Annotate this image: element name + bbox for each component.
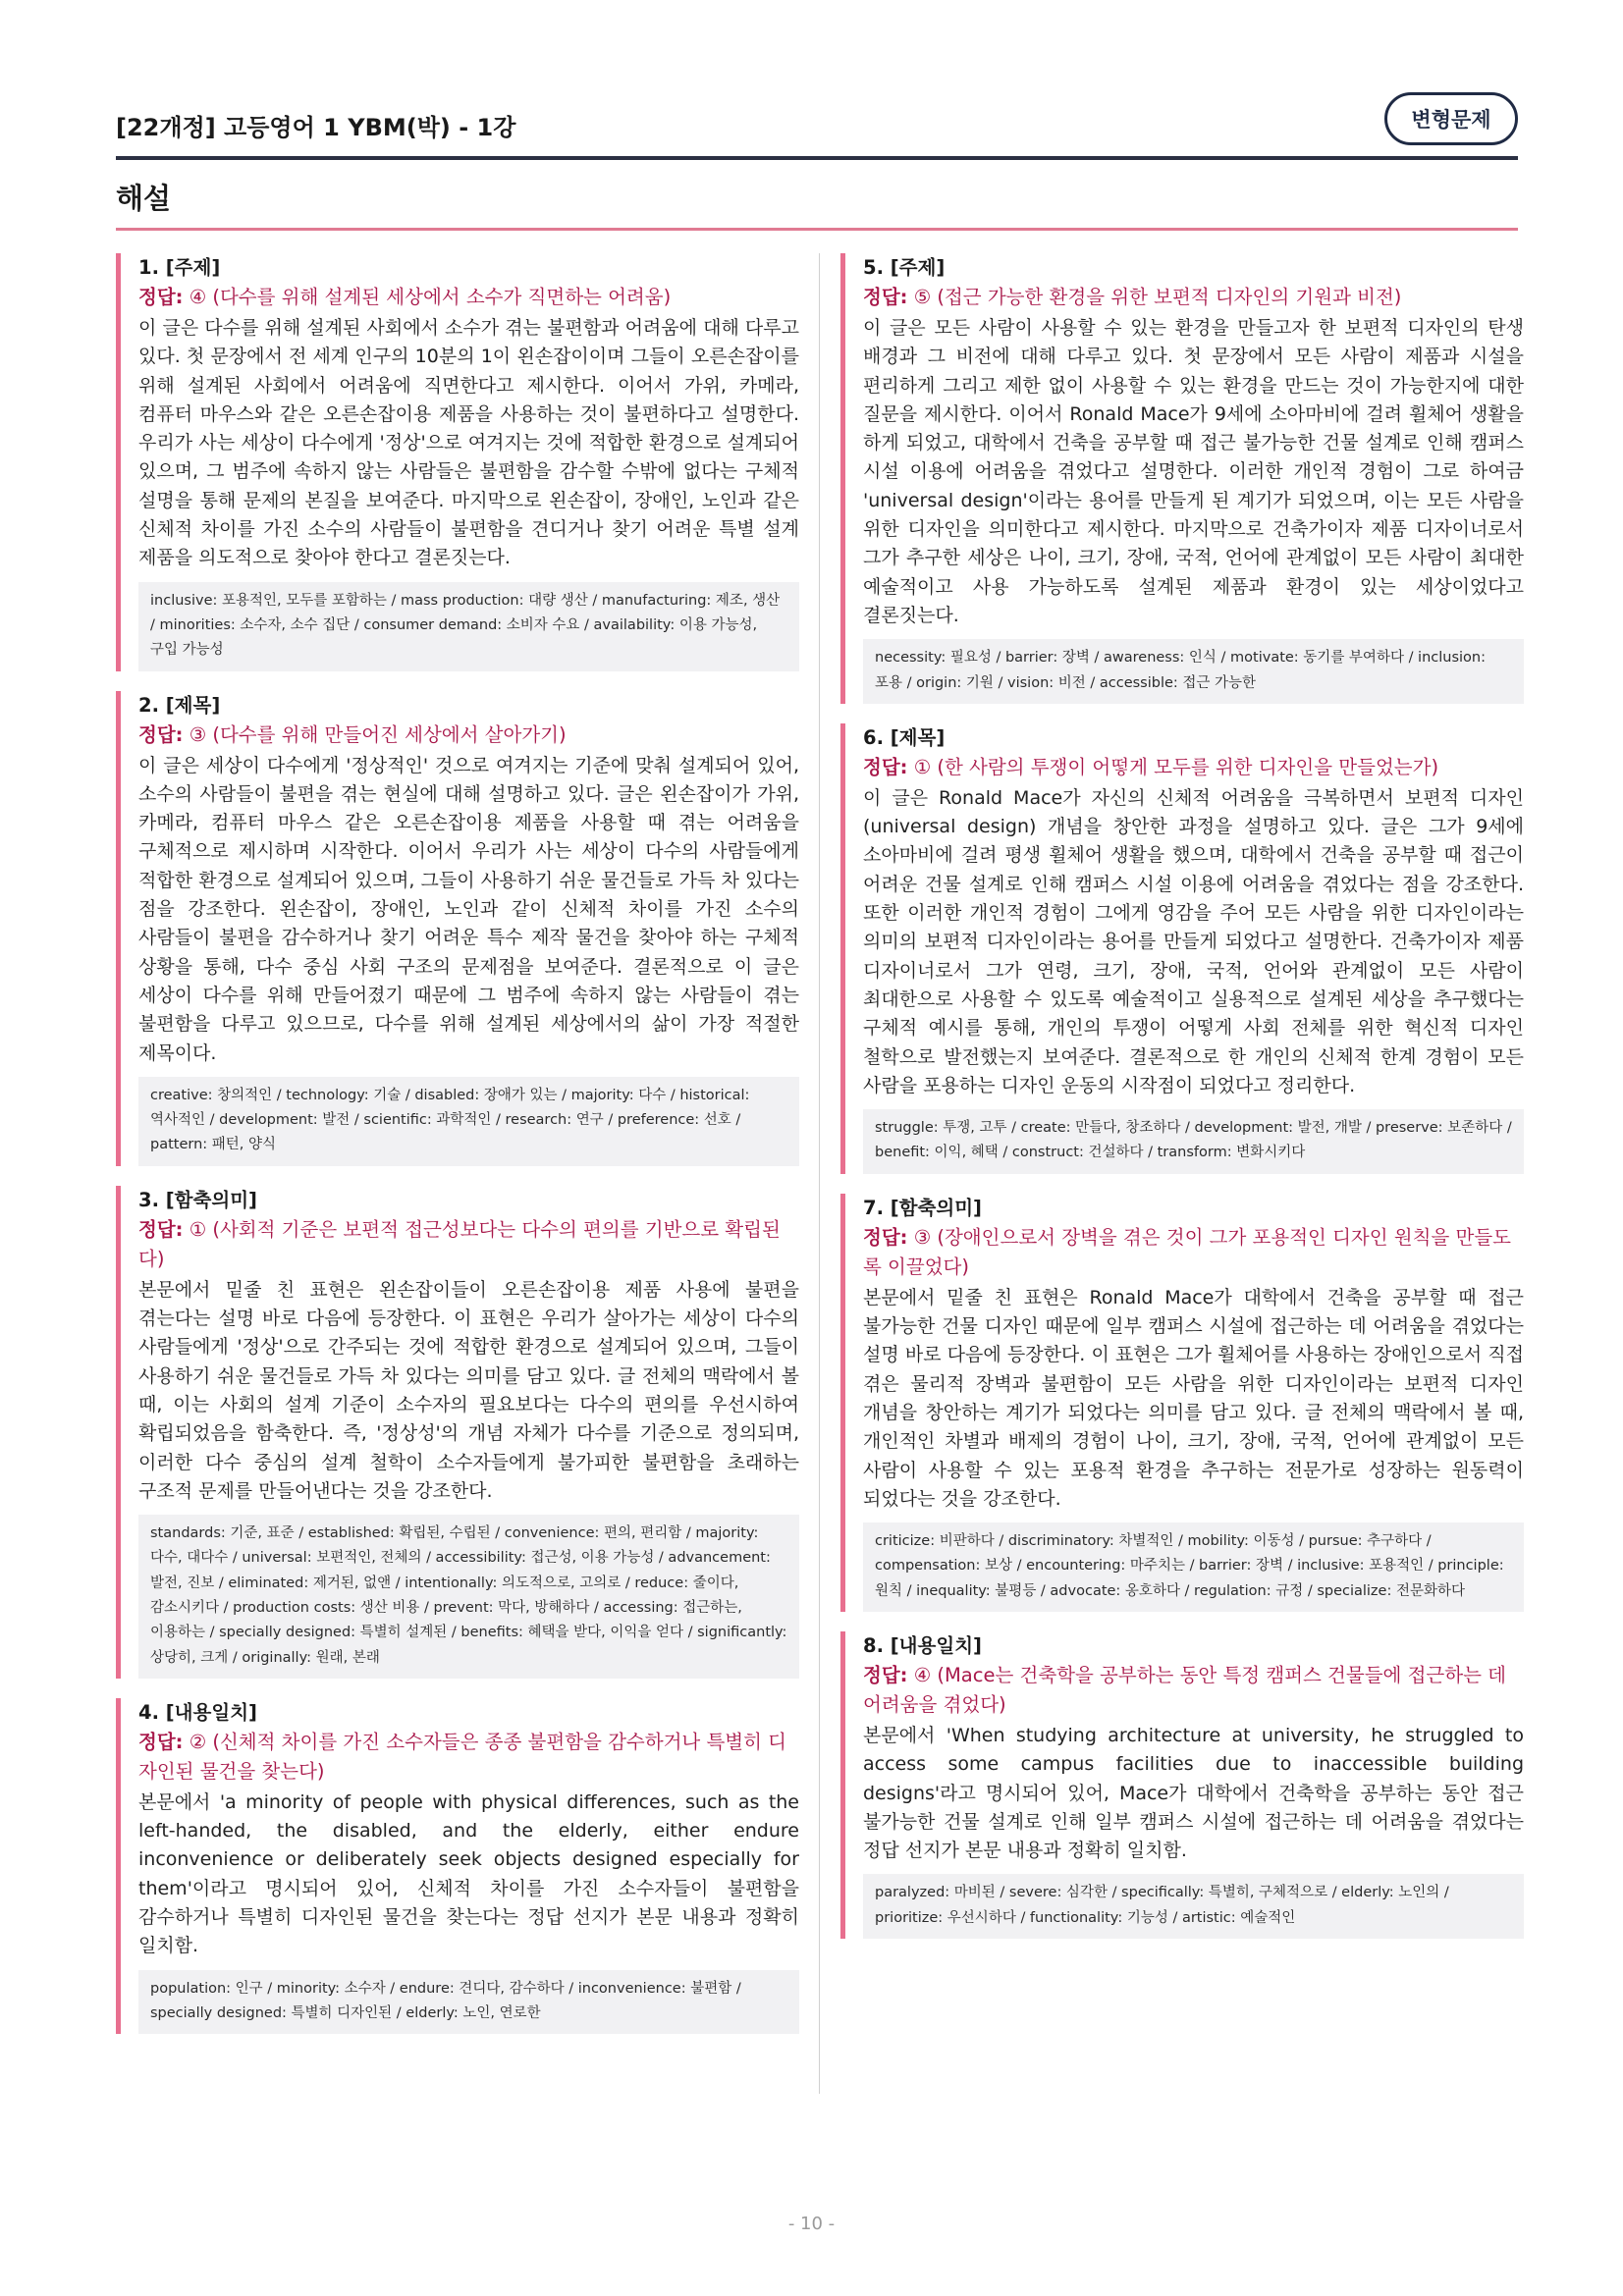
left-column <box>116 253 799 2054</box>
question-title: 2. [제목] <box>138 693 221 717</box>
answer-line <box>138 1728 799 1787</box>
answer-label: 정답: <box>138 1730 184 1753</box>
answer-line <box>863 1661 1524 1720</box>
document-title: [22개정] 고등영어 1 YBM(박) - 1강 <box>116 114 516 141</box>
question-block-4 <box>116 1698 799 2034</box>
answer-label: 정답: <box>863 1663 908 1686</box>
question-title: 1. [주제] <box>138 256 221 279</box>
vocabulary-box: necessity: 필요성 / barrier: 장벽 / awareness: 인식 / motivate: 동기를 부여하다 / inclusion: 포용 / origin: 기원 / vision: 비전 / accessible: 접근 가능한 <box>863 639 1524 704</box>
answer-line <box>138 721 799 750</box>
question-title: 6. [제목] <box>863 725 946 749</box>
answer-text: ② (신체적 차이를 가진 소수자들은 종종 불편함을 감수하거나 특별히 디자인된 물건을 찾는다) <box>138 1730 786 1783</box>
answer-line <box>863 283 1524 312</box>
explanation-text: 본문에서 'a minority of people with physical differences, such as the left-handed, the disabled, and the elderly, either endure inconvenience or deliberately seek objects designed especially for them'이라고 명시되어 있어, 신체적 차이를 가진 소수자들이 불편함을 감수하거나 특별히 디자인된 물건을 찾는다는 정답 선지가 본문 내용과 정확히 일치함. <box>138 1790 799 1957</box>
explanation-text: 본문에서 밑줄 친 표현은 왼손잡이들이 오른손잡이용 제품 사용에 불편을 겪는다는 설명 바로 다음에 등장한다. 이 표현은 우리가 살아가는 세상이 다수의 사람들에게 '정상'으로 간주되는 것에 적합한 환경으로 설계되어 있으며, 그들이 사용하기 쉬운 물건들로 가득 차 있다는 의미를 담고 있다. 글 전체의 맥락에서 볼 때, 이는 사회의 설계 기준이 소수자의 필요보다는 다수의 편의를 우선시하여 확립되었음을 함축한다. 즉, '정상성'의 개념 자체가 다수를 기준으로 정의되며, 이러한 다수 중심의 설계 철학이 소수자들에게 불가피한 불편함을 초래하는 구조적 문제를 만들어낸다는 것을 강조한다. <box>138 1278 800 1502</box>
question-block-2 <box>116 691 799 1166</box>
question-title: 3. [함축의미] <box>138 1188 257 1211</box>
explanation-text: 이 글은 세상이 다수에게 '정상적인' 것으로 여겨지는 기준에 맞춰 설계되어 있어, 소수의 사람들이 불편을 겪는 현실에 대해 설명하고 있다. 글은 왼손잡이가 가위, 카메라, 컴퓨터 마우스 같은 오른손잡이용 제품을 사용할 때 겪는 어려움을 구체적으로 제시하며 시작한다. 이어서 우리가 사는 세상이 다수의 사람들에게 적합한 환경으로 설계되어 있으며, 그들이 사용하기 쉬운 물건들로 가득 차 있다는 점을 강조한다. 왼손잡이, 장애인, 노인과 같이 신체적 차이를 가진 소수의 사람들이 불편을 감수하거나 찾기 어려운 특수 제작 물건을 찾아야 하는 구체적 상황을 통해, 다수 중심 사회 구조의 문제점을 보여준다. 결론적으로 이 글은 세상이 다수를 위해 만들어졌기 때문에 그 범주에 속하지 않는 사람들이 겪는 불편함을 다루고 있으므로, 다수를 위해 설계된 세상에서의 삶이 가장 적절한 제목이다. <box>138 754 799 1064</box>
question-title: 5. [주제] <box>863 256 946 279</box>
question-title: 8. [내용일치] <box>863 1633 982 1657</box>
vocabulary-box: struggle: 투쟁, 고투 / create: 만들다, 창조하다 / development: 발전, 개발 / preserve: 보존하다 / benefit: 이익, 혜택 / construct: 건설하다 / transform: 변화시키다 <box>863 1109 1524 1174</box>
answer-text: ① (한 사람의 투쟁이 어떻게 모두를 위한 디자인을 만들었는가) <box>913 755 1439 778</box>
vocabulary-box: population: 인구 / minority: 소수자 / endure: 견디다, 감수하다 / inconvenience: 불편함 / specially designed: 특별히 디자인된 / elderly: 노인, 연로한 <box>138 1970 799 2035</box>
answer-label: 정답: <box>863 1225 908 1249</box>
explanation-text: 이 글은 Ronald Mace가 자신의 신체적 어려움을 극복하면서 보편적 디자인(universal design) 개념을 창안한 과정을 설명하고 있다. 글은 그가 9세에 소아마비에 걸려 평생 휠체어 생활을 했으며, 대학에서 건축을 공부할 때 접근이 어려운 건물 설계로 인해 캠퍼스 시설 이용에 어려움을 겪었다는 점을 강조한다. 또한 이러한 개인적 경험이 그에게 영감을 주어 모든 사람을 위한 디자인이라는 의미의 보편적 디자인이라는 용어를 만들게 되었다고 설명한다. 건축가이자 제품 디자이너로서 그가 연령, 크기, 장애, 국적, 언어와 관계없이 모든 사람이 최대한으로 사용할 수 있도록 예술적이고 실용적으로 설계된 세상을 추구했다는 구체적 예시를 통해, 개인의 투쟁이 어떻게 사회 전체를 위한 혁신적 디자인 철학으로 발전했는지 보여준다. 결론적으로 한 개인의 신체적 한계 경험이 모든 사람을 포용하는 디자인 운동의 시작점이 되었다고 정리한다. <box>863 786 1524 1096</box>
answer-text: ③ (다수를 위해 만들어진 세상에서 살아가기) <box>189 722 567 746</box>
explanation-text: 이 글은 모든 사람이 사용할 수 있는 환경을 만들고자 한 보편적 디자인의 탄생 배경과 그 비전에 대해 다루고 있다. 첫 문장에서 모든 사람이 제품과 시설을 편리하게 그리고 제한 없이 사용할 수 있는 환경을 만드는 것이 가능한지에 대한 질문을 제시한다. 이어서 Ronald Mace가 9세에 소아마비에 걸려 휠체어 생활을 하게 되었고, 대학에서 건축을 공부할 때 접근 불가능한 건물 설계로 인해 캠퍼스 시설 이용에 어려움을 겪었다고 설명한다. 이러한 개인적 경험이 그로 하여금 'universal design'이라는 용어를 만들게 된 계기가 되었으며, 이는 모든 사람을 위한 디자인을 의미한다고 제시한다. 마지막으로 건축가이자 제품 디자이너로서 그가 추구한 세상은 나이, 크기, 장애, 국적, 언어에 관계없이 모든 사람이 최대한 예술적이고 사용 가능하도록 설계된 제품과 환경이 있는 세상이었다고 결론짓는다. <box>863 317 1525 626</box>
answer-text: ④ (다수를 위해 설계된 세상에서 소수가 직면하는 어려움) <box>189 286 672 308</box>
explanation-text: 본문에서 밑줄 친 표현은 Ronald Mace가 대학에서 건축을 공부할 때 접근 불가능한 건물 디자인 때문에 일부 캠퍼스 시설에 접근하는 데 어려움을 겪었다는 설명 바로 다음에 등장한다. 이 표현은 그가 휠체어를 사용하는 장애인으로서 직접 겪은 물리적 장벽과 불편함이 모든 사람을 위한 디자인이라는 보편적 디자인 개념을 창안하는 계기가 되었다는 의미를 담고 있다. 글 전체의 맥락에서 볼 때, 개인적인 차별과 배제의 경험이 나이, 크기, 장애, 국적, 언어에 관계없이 모든 사람이 사용할 수 있는 포용적 환경을 추구하는 전문가로 성장하는 원동력이 되었다는 것을 강조한다. <box>863 1286 1524 1510</box>
explanation-text: 본문에서 'When studying architecture at university, he struggled to access some campus facilities due to inaccessible building designs'라고 명시되어 있어, Mace가 대학에서 건축학을 공부하는 동안 접근 불가능한 건물 설계로 인해 일부 캠퍼스 시설에 접근하는 데 어려움을 겪었다는 정답 선지가 본문 내용과 정확히 일치함. <box>863 1724 1524 1862</box>
question-block-7 <box>840 1194 1524 1612</box>
question-block-1 <box>116 253 799 671</box>
answer-text: ③ (장애인으로서 장벽을 겪은 것이 그가 포용적인 디자인 원칙을 만들도록 이끌었다) <box>863 1225 1511 1278</box>
vocabulary-box: criticize: 비판하다 / discriminatory: 차별적인 / mobility: 이동성 / pursue: 추구하다 / compensation: 보상 / encountering: 마주치는 / barrier: 장벽 / inclusive: 포용적인 / principle: 원칙 / inequality: 불평등 / advocate: 옹호하다 / regulation: 규정 / specialize: 전문화하다 <box>863 1522 1524 1612</box>
vocabulary-box: paralyzed: 마비된 / severe: 심각한 / specifically: 특별히, 구체적으로 / elderly: 노인의 / prioritize: 우선시하다 / functionality: 기능성 / artistic: 예술적인 <box>863 1874 1524 1939</box>
answer-line <box>138 283 799 312</box>
right-column <box>840 253 1524 1958</box>
vocabulary-box: inclusive: 포용적인, 모두를 포함하는 / mass production: 대량 생산 / manufacturing: 제조, 생산 / minorities: 소수자, 소수 집단 / consumer demand: 소비자 수요 / availability: 이용 가능성, 구입 가능성 <box>138 582 799 671</box>
section-divider <box>116 228 1518 231</box>
question-block-8 <box>840 1631 1524 1939</box>
question-block-3 <box>116 1186 799 1679</box>
answer-label: 정답: <box>863 755 908 778</box>
header-divider <box>116 156 1518 160</box>
explanation-text: 이 글은 다수를 위해 설계된 사회에서 소수가 겪는 불편함과 어려움에 대해 다루고 있다. 첫 문장에서 전 세계 인구의 10분의 1이 왼손잡이이며 그들이 오른손잡이를 위해 설계된 사회에서 어려움에 직면한다고 제시한다. 이어서 가위, 카메라, 컴퓨터 마우스와 같은 오른손잡이용 제품을 사용하는 것이 불편하다고 설명한다. 우리가 사는 세상이 다수에게 '정상'으로 여겨지는 것에 적합한 환경으로 설계되어 있으며, 그 범주에 속하지 않는 사람들은 불편함을 감수할 수밖에 없다는 구체적 설명을 통해 문제의 본질을 보여준다. 마지막으로 왼손잡이, 장애인, 노인과 같은 신체적 차이를 가진 소수의 사람들이 불편함을 견디거나 찾기 어려운 특별 설계 제품을 의도적으로 찾아야 한다고 결론짓는다. <box>138 317 799 569</box>
answer-label: 정답: <box>863 286 908 308</box>
answer-line <box>863 1223 1524 1282</box>
vocabulary-box: creative: 창의적인 / technology: 기술 / disabled: 장애가 있는 / majority: 다수 / historical: 역사적인 / development: 발전 / scientific: 과학적인 / research: 연구 / preference: 선호 / pattern: 패턴, 양식 <box>138 1077 799 1166</box>
answer-label: 정답: <box>138 1217 184 1241</box>
question-block-6 <box>840 723 1524 1174</box>
question-title: 7. [함축의미] <box>863 1196 982 1219</box>
question-block-5 <box>840 253 1524 704</box>
variant-problem-badge: 변형문제 <box>1384 92 1518 145</box>
answer-text: ① (사회적 기준은 보편적 접근성보다는 다수의 편의를 기반으로 확립된다) <box>138 1217 781 1270</box>
page-number: - 10 - <box>787 2214 836 2234</box>
answer-line <box>138 1215 799 1274</box>
answer-text: ⑤ (접근 가능한 환경을 위한 보편적 디자인의 기원과 비전) <box>913 286 1402 308</box>
column-divider <box>819 253 820 2094</box>
answer-label: 정답: <box>138 286 184 308</box>
question-title: 4. [내용일치] <box>138 1700 257 1724</box>
answer-label: 정답: <box>138 722 184 746</box>
page-header <box>116 86 1518 157</box>
section-heading: 해설 <box>116 182 172 215</box>
answer-text: ④ (Mace는 건축학을 공부하는 동안 특정 캠퍼스 건물들에 접근하는 데 어려움을 겪었다) <box>863 1663 1506 1716</box>
vocabulary-box: standards: 기준, 표준 / established: 확립된, 수립된 / convenience: 편의, 편리함 / majority: 다수, 대다수 / universal: 보편적인, 전체의 / accessibility: 접근성, 이용 가능성 / advancement: 발전, 진보 / eliminated: 제거된, 없앤 / intentionally: 의도적으로, 고의로 / reduce: 줄이다, 감소시키다 / production costs: 생산 비용 / prevent: 막다, 방해하다 / accessing: 접근하는, 이용하는 / specially designed: 특별히 설계된 / benefits: 혜택을 받다, 이익을 얻다 / significantly: 상당히, 크게 / originally: 원래, 본래 <box>138 1515 799 1679</box>
answer-line <box>863 753 1524 782</box>
